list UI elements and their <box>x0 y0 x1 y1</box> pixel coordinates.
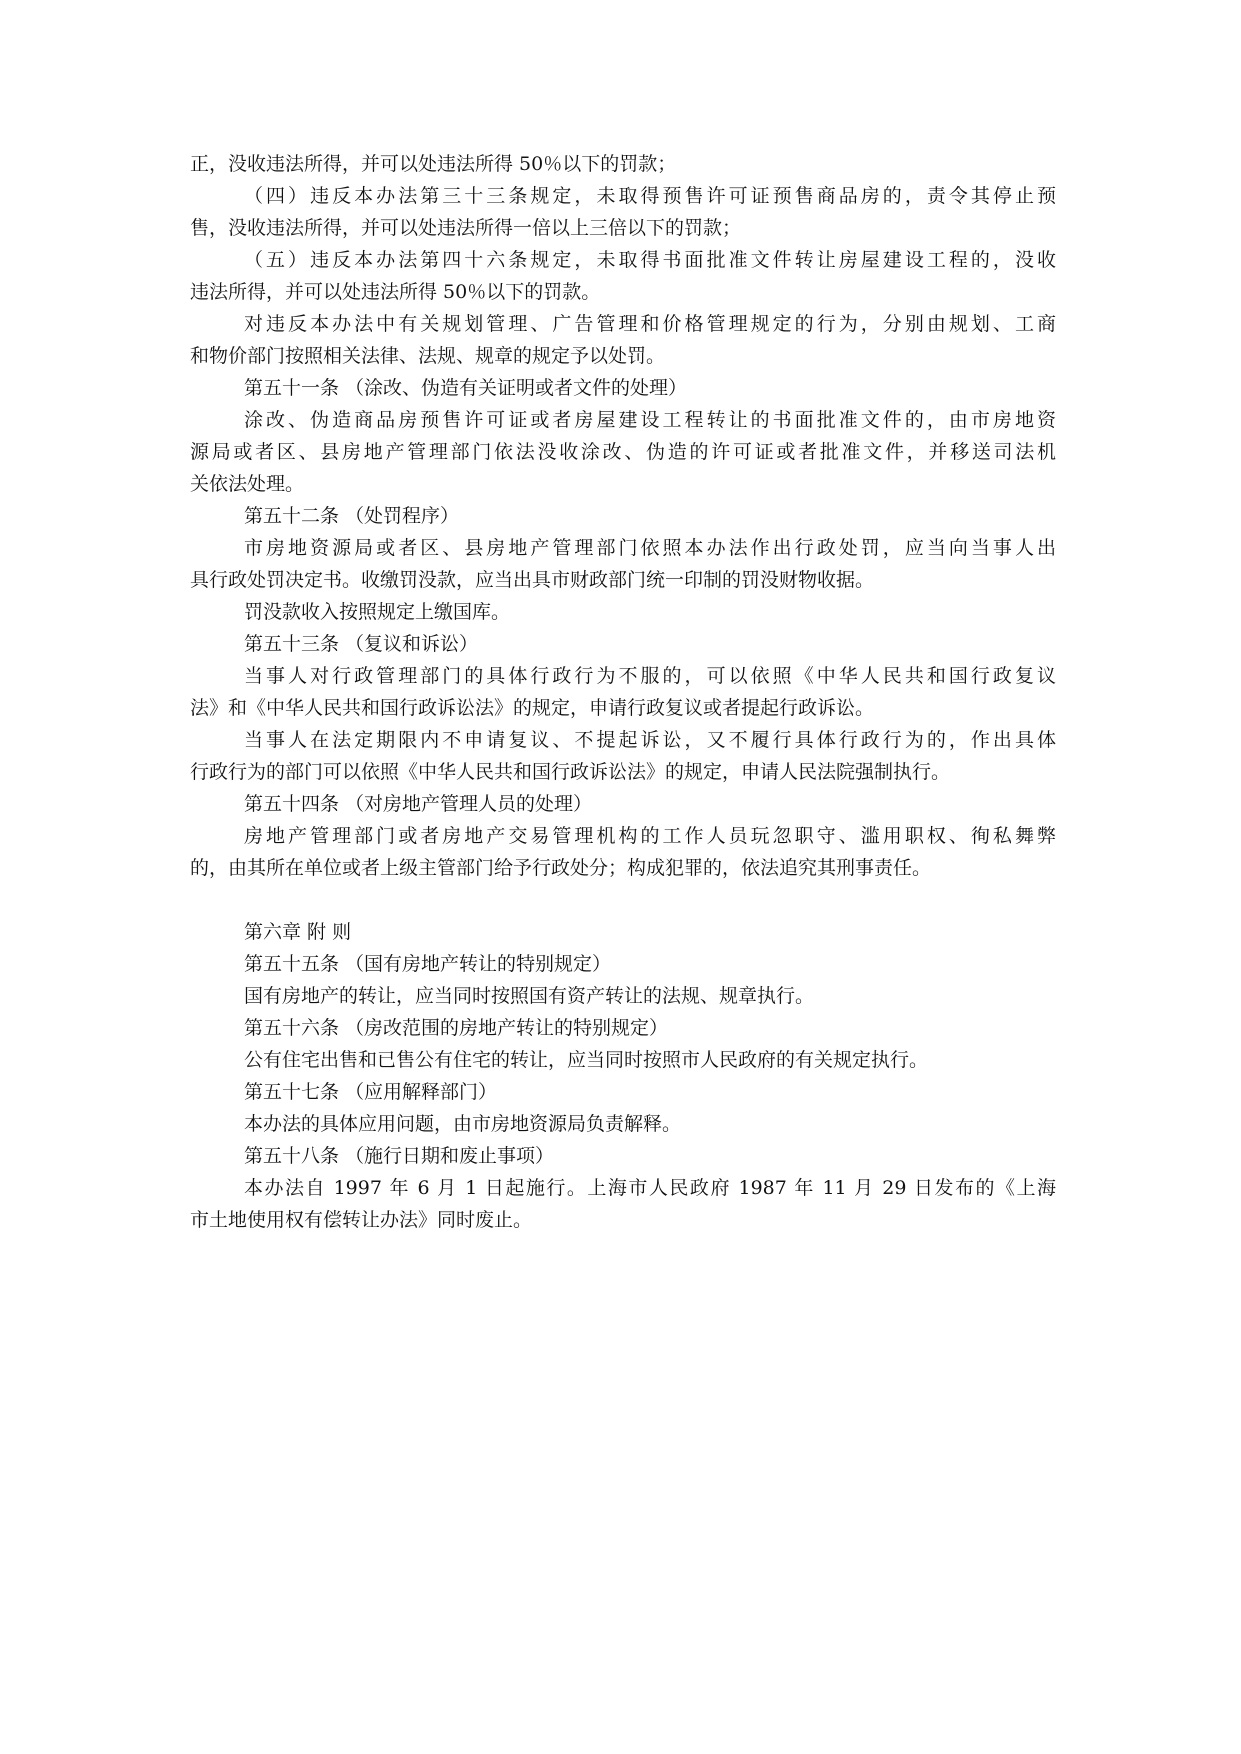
text-line: 当事人在法定期限内不申请复议、不提起诉讼，又不履行具体行政行为的，作出具体 <box>244 729 1056 751</box>
text-line: 关依法处理。 <box>190 473 305 495</box>
document-body <box>190 148 1056 1236</box>
text-line: 的，由其所在单位或者上级主管部门给予行政处分；构成犯罪的，依法追究其刑事责任。 <box>190 857 932 879</box>
text-line: 市土地使用权有偿转让办法》同时废止。 <box>190 1209 533 1231</box>
article-heading: 第五十四条 （对房地产管理人员的处理） <box>244 793 593 815</box>
text-line: 售，没收违法所得，并可以处违法所得一倍以上三倍以下的罚款； <box>190 217 742 239</box>
text-line: 房地产管理部门或者房地产交易管理机构的工作人员玩忽职守、滥用职权、徇私舞弊 <box>244 825 1056 847</box>
text-line: 和物价部门按照相关法律、法规、规章的规定予以处罚。 <box>190 345 666 367</box>
blank-line <box>190 884 1056 916</box>
text-line: 市房地资源局或者区、县房地产管理部门依照本办法作出行政处罚，应当向当事人出 <box>244 537 1056 559</box>
text-line: 正，没收违法所得，并可以处违法所得 50％以下的罚款； <box>190 153 677 175</box>
text-line: 涂改、伪造商品房预售许可证或者房屋建设工程转让的书面批准文件的，由市房地资 <box>244 409 1056 431</box>
article-heading: 第五十六条 （房改范围的房地产转让的特别规定） <box>244 1017 669 1039</box>
article-heading: 第五十五条 （国有房地产转让的特别规定） <box>244 953 612 975</box>
article-heading: 第五十二条 （处罚程序） <box>244 505 460 527</box>
text-line: 本办法自 1997 年 6 月 1 日起施行。上海市人民政府 1987 年 11 月 29 日发布的《上海 <box>244 1177 1056 1199</box>
text-line: （四）违反本办法第三十三条规定，未取得预售许可证预售商品房的，责令其停止预 <box>244 185 1056 207</box>
text-line: 当事人对行政管理部门的具体行政行为不服的，可以依照《中华人民共和国行政复议 <box>244 665 1056 687</box>
article-heading: 第五十一条 （涂改、伪造有关证明或者文件的处理） <box>244 377 688 399</box>
text-line: 国有房地产的转让，应当同时按照国有资产转让的法规、规章执行。 <box>244 985 815 1007</box>
text-line: 行政行为的部门可以依照《中华人民共和国行政诉讼法》的规定，申请人民法院强制执行。 <box>190 761 951 783</box>
text-line: 对违反本办法中有关规划管理、广告管理和价格管理规定的行为，分别由规划、工商 <box>244 313 1056 335</box>
chapter-heading: 第六章 附 则 <box>244 921 352 943</box>
article-heading: 第五十七条 （应用解释部门） <box>244 1081 498 1103</box>
text-line: 公有住宅出售和已售公有住宅的转让，应当同时按照市人民政府的有关规定执行。 <box>244 1049 929 1071</box>
text-line: 罚没款收入按照规定上缴国库。 <box>244 601 511 623</box>
text-line: 本办法的具体应用问题，由市房地资源局负责解释。 <box>244 1113 682 1135</box>
article-heading: 第五十三条 （复议和诉讼） <box>244 633 479 655</box>
text-line: （五）违反本办法第四十六条规定，未取得书面批准文件转让房屋建设工程的，没收 <box>244 249 1056 271</box>
article-heading: 第五十八条 （施行日期和废止事项） <box>244 1145 555 1167</box>
text-line: 违法所得，并可以处违法所得 50％以下的罚款。 <box>190 281 601 303</box>
text-line: 法》和《中华人民共和国行政诉讼法》的规定，申请行政复议或者提起行政诉讼。 <box>190 697 875 719</box>
text-line: 具行政处罚决定书。收缴罚没款，应当出具市财政部门统一印制的罚没财物收据。 <box>190 569 875 591</box>
text-line: 源局或者区、县房地产管理部门依法没收涂改、伪造的许可证或者批准文件，并移送司法机 <box>190 441 1056 463</box>
